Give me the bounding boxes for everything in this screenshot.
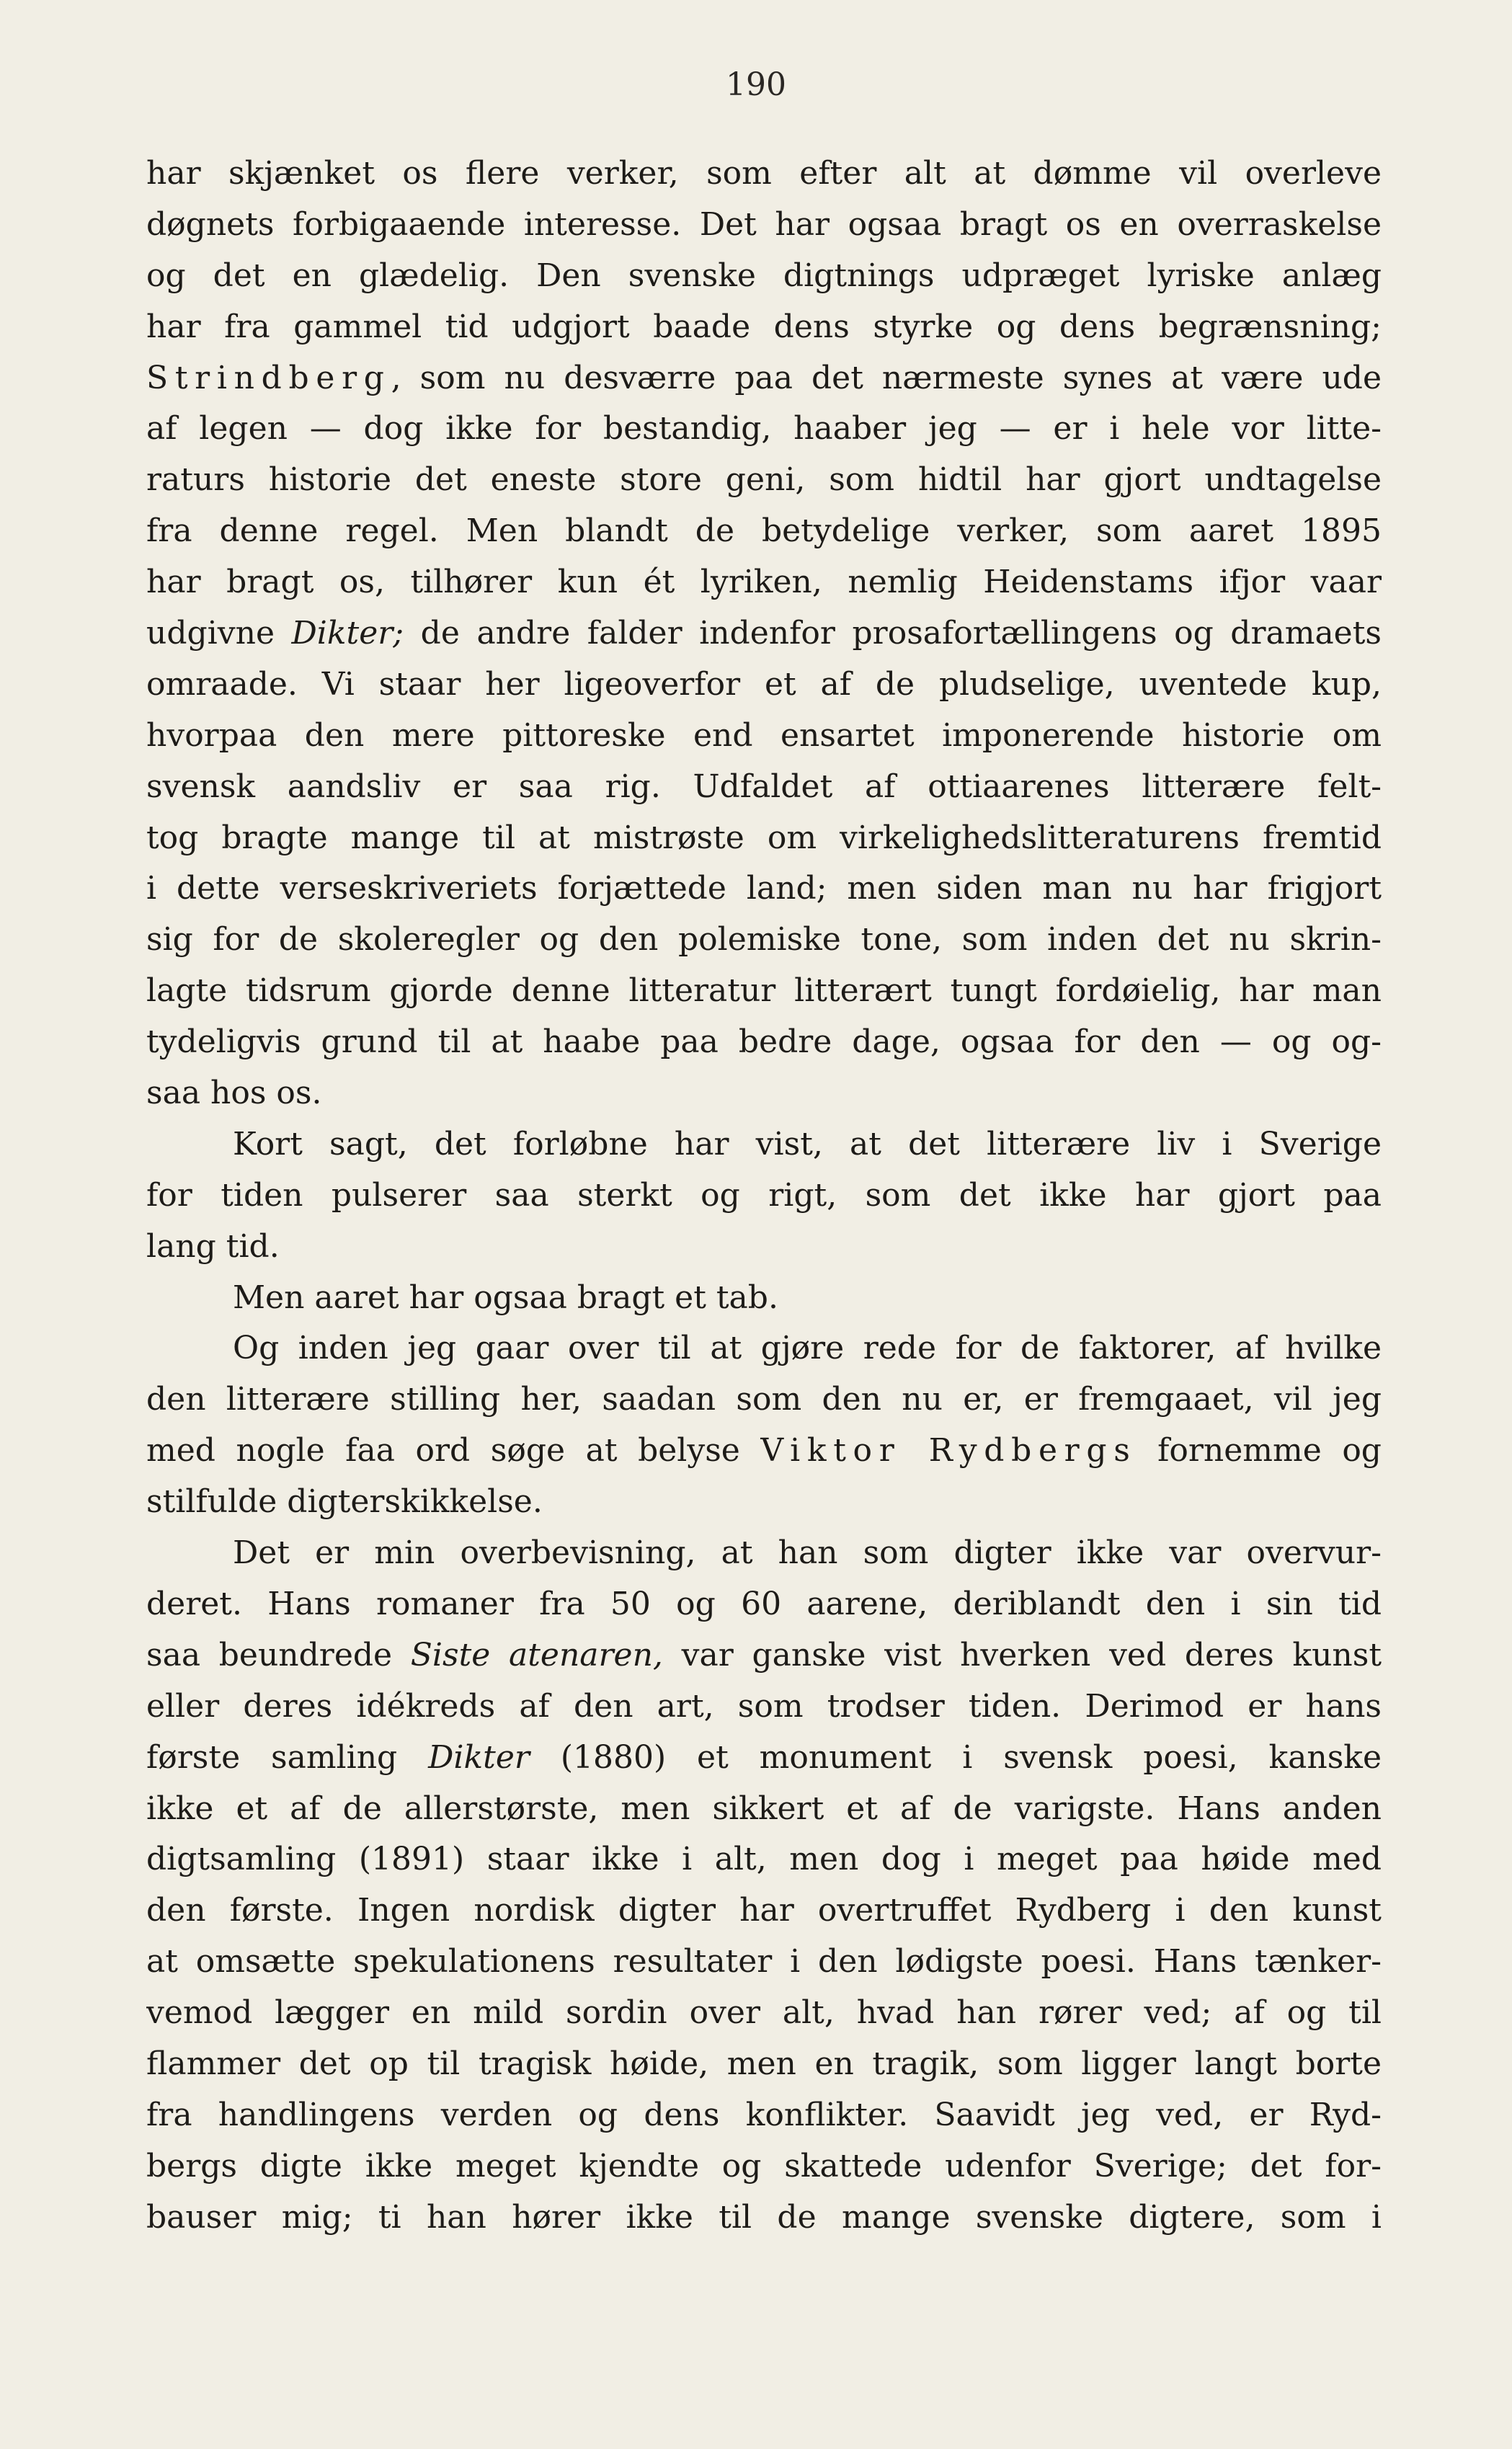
text-segment: den første. Ingen nordisk digter har overtruffet Rydberg i den kunst (146, 1892, 1382, 1929)
text-segment: med nogle faa ord søge at belyse (146, 1432, 761, 1470)
text-segment: deret. Hans romaner fra 50 og 60 aarene, deriblandt den i sin tid (146, 1585, 1382, 1622)
text-line (146, 915, 1382, 966)
text-segment: den litterære stilling her, saadan som den nu er, er fremgaaet, vil jeg (146, 1381, 1382, 1418)
text-segment: fornemme og (1137, 1432, 1382, 1470)
text-segment: vemod lægger en mild sordin over alt, hvad han rører ved; af og til (146, 1994, 1382, 2032)
text-line (146, 863, 1382, 915)
text-line (146, 1579, 1382, 1630)
text-line (146, 1885, 1382, 1937)
text-segment: digtsamling (1891) staar ikke i alt, men dog i meget paa høide med (146, 1841, 1382, 1878)
text-line (146, 1323, 1382, 1374)
text-segment: hvorpaa den mere pittoreske end ensartet imponerende historie om (146, 716, 1382, 754)
text-segment: at omsætte spekulationens resultater i den lødigste poesi. Hans tænker- (146, 1943, 1382, 1981)
text-segment: tydeligvis grund til at haabe paa bedre dage, ogsaa for den — og og- (146, 1023, 1382, 1061)
text-segment: døgnets forbigaaende interesse. Det har ogsaa bragt os en overraskelse (146, 205, 1382, 243)
italic-title: Dikter; (291, 615, 404, 652)
text-segment: fra denne regel. Men blandt de betydelige verker, som aaret 1895 (146, 512, 1382, 550)
text-line (146, 1170, 1382, 1222)
text-segment: lang tid. (146, 1227, 280, 1265)
text-line (146, 966, 1382, 1017)
text-line (146, 1937, 1382, 1988)
text-segment: Men aaret har ogsaa bragt et tab. (233, 1279, 778, 1316)
text-line (146, 302, 1382, 353)
text-line (146, 404, 1382, 455)
text-line (146, 1630, 1382, 1681)
text-line (146, 1733, 1382, 1784)
text-line (146, 1374, 1382, 1426)
text-segment: stilfulde digterskikkelse. (146, 1483, 543, 1521)
text-segment: saa beundrede (146, 1636, 411, 1674)
text-segment: bergs digte ikke meget kjendte og skattede udenfor Sverige; det for- (146, 2147, 1382, 2184)
text-line (146, 353, 1382, 404)
text-line (146, 148, 1382, 200)
text-segment: udgivne (146, 615, 292, 652)
text-segment: raturs historie det eneste store geni, som hidtil har gjort undtagelse (146, 461, 1382, 499)
text-segment: flammer det op til tragisk høide, men en tragik, som ligger langt borte (146, 2045, 1382, 2082)
text-segment: bauser mig; ti han hører ikke til de mange svenske digtere, som i (146, 2198, 1382, 2236)
text-segment: (1880) et monument i svensk poesi, kanske (529, 1738, 1382, 1776)
body-text (146, 148, 1382, 2244)
text-line (146, 711, 1382, 762)
text-line (146, 2039, 1382, 2090)
text-segment: saa hos os. (146, 1075, 322, 1112)
text-line (146, 1119, 1382, 1170)
spaced-name: Viktor Rydbergs (760, 1432, 1137, 1470)
text-line (146, 608, 1382, 659)
text-segment: første samling (146, 1738, 429, 1776)
text-line (146, 1222, 1382, 1273)
text-line (146, 2192, 1382, 2244)
italic-title: Siste atenaren, (410, 1636, 663, 1674)
page-number: 190 (726, 66, 786, 103)
text-line (146, 557, 1382, 608)
text-segment: og det en glædelig. Den svenske digtnings udpræget lyriske anlæg (146, 257, 1382, 294)
text-segment: lagte tidsrum gjorde denne litteratur litterært tungt fordøielig, har man (146, 972, 1382, 1010)
text-segment: Kort sagt, det forløbne har vist, at det litterære liv i Sverige (233, 1125, 1382, 1163)
text-segment: svensk aandsliv er saa rig. Udfaldet af ottiaarenes litterære felt- (146, 768, 1382, 805)
text-line (146, 1426, 1382, 1477)
text-segment: de andre falder indenfor prosafortællingens og dramaets (404, 615, 1382, 652)
text-segment: fra handlingens verden og dens konflikter. Saavidt jeg ved, er Ryd- (146, 2096, 1382, 2133)
text-segment: omraade. Vi staar her ligeoverfor et af de pludselige, uventede kup, (146, 665, 1382, 703)
text-line (146, 1477, 1382, 1528)
text-line (146, 1834, 1382, 1885)
text-segment: tog bragte mange til at mistrøste om virkelighedslitteraturens fremtid (146, 819, 1382, 856)
text-line (146, 1273, 1382, 1324)
text-line (146, 506, 1382, 557)
text-line (146, 251, 1382, 302)
italic-title: Dikter (428, 1738, 530, 1776)
text-segment: har bragt os, tilhører kun ét lyriken, nemlig Heidenstams ifjor vaar (146, 564, 1382, 601)
text-line (146, 659, 1382, 711)
spaced-name: Strindberg (146, 359, 391, 396)
text-line (146, 1068, 1382, 1119)
text-line (146, 1681, 1382, 1733)
text-segment: har skjænket os flere verker, som efter alt at dømme vil overleve (146, 155, 1382, 192)
text-line (146, 762, 1382, 813)
text-line (146, 1784, 1382, 1835)
text-segment: ikke et af de allerstørste, men sikkert et af de varigste. Hans anden (146, 1790, 1382, 1827)
text-segment: Og inden jeg gaar over til at gjøre rede for de faktorer, af hvilke (233, 1330, 1382, 1367)
text-segment: sig for de skoleregler og den polemiske tone, som inden det nu skrin- (146, 921, 1382, 959)
text-segment: var ganske vist hverken ved deres kunst (662, 1636, 1382, 1674)
text-segment: for tiden pulserer saa sterkt og rigt, som det ikke har gjort paa (146, 1176, 1382, 1214)
text-segment: , som nu desværre paa det nærmeste synes at være ude (391, 359, 1382, 396)
text-segment: Det er min overbevisning, at han som digter ikke var overvur- (233, 1534, 1382, 1572)
text-line (146, 200, 1382, 251)
text-line (146, 1528, 1382, 1579)
text-line (146, 1988, 1382, 2039)
text-line (146, 455, 1382, 506)
text-line (146, 2141, 1382, 2192)
text-segment: har fra gammel tid udgjort baade dens styrke og dens begrænsning; (146, 308, 1382, 345)
text-line (146, 813, 1382, 864)
text-segment: eller deres idékreds af den art, som trodser tiden. Derimod er hans (146, 1687, 1382, 1725)
text-segment: af legen — dog ikke for bestandig, haaber jeg — er i hele vor litte- (146, 410, 1382, 448)
text-segment: i dette verseskriveriets forjættede land; men siden man nu har frigjort (146, 870, 1382, 907)
text-line (146, 1017, 1382, 1068)
text-line (146, 2090, 1382, 2141)
